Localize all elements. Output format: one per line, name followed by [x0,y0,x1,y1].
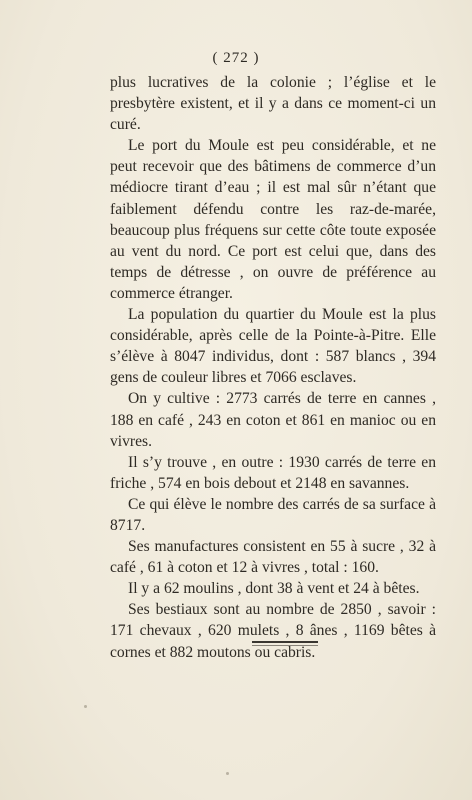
paper-speck [226,772,229,775]
paragraph-cultivation: On y cultive : 2773 carrés de terre en cannes , 188 en café , 243 en coton et 861 en manioc ou en vivres. [110,390,436,450]
paragraph-mills: Il y a 62 moulins , dont 38 à vent et 24 à bêtes. [128,580,420,598]
paragraph-continuation: plus lucratives de la colonie ; l’église et le presbytère existent, et il y a dans ce moment-ci un curé. [110,74,436,134]
body-text [110,72,436,663]
end-rule [252,641,318,643]
paragraph-manufactures: Ses manufactures consistent en 55 à sucre , 32 à café , 61 à coton et 12 à vivres , total : 160. [110,538,436,577]
paragraph-surface: Ce qui élève le nombre des carrés de sa surface à 8717. [110,495,436,534]
paper-speck [84,705,87,708]
paragraph-livestock: Ses bestiaux sont au nombre de 2850 , savoir : 171 chevaux , 620 mulets , 8 ânes , 1169 bêtes à cornes et 882 moutons ou cabris. [110,601,436,661]
page-number: ( 272 ) [212,50,260,66]
paragraph-port: Le port du Moule est peu considérable, et ne peut recevoir que des bâtimens de commerce d’un médiocre tirant d’eau ; il est mal sûr n’étant que faiblement défendu contre les raz-de-marée, beaucoup plus fréquens sur cette côte toute exposée au vent du nord. Ce port est celui que, dans des temps de détresse , on ouvre de préférence au commerce étranger. [110,137,436,302]
paragraph-fallow-land: Il s’y trouve , en outre : 1930 carrés de terre en friche , 574 en bois debout et 2148 en savannes. [110,453,436,492]
paragraph-population: La population du quartier du Moule est la plus considérable, après celle de la Pointe-à-Pitre. Elle s’élève à 8047 individus, dont : 587 blancs , 394 gens de couleur libres et 7066 esclaves. [110,306,436,387]
